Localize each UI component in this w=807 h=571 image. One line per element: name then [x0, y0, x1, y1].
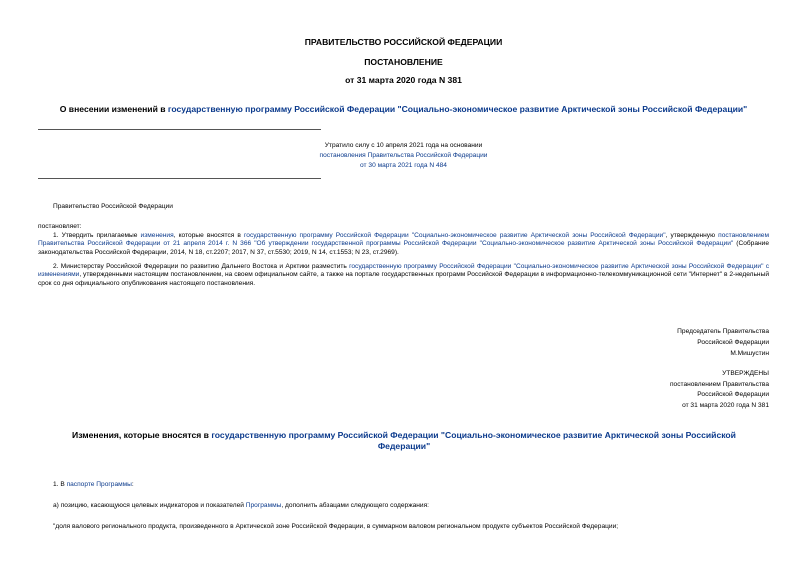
approved-block: [670, 369, 769, 411]
item-a-prefix: а) позицию, касающуюся целевых индикаторов и показателей: [53, 502, 246, 509]
approved-country: Российской Федерации: [697, 391, 769, 398]
signature-block: [677, 326, 769, 359]
program-passport-link[interactable]: паспорте Программы: [66, 481, 132, 488]
approved-by: постановлением Правительства: [669, 380, 769, 388]
government-name: ПРАВИТЕЛЬСТВО РОССИЙСКОЙ ФЕДЕРАЦИИ: [304, 37, 503, 47]
changes-title-prefix: Изменения, которые вносятся в: [72, 430, 212, 440]
paragraph-2: [38, 263, 769, 288]
status-note-line1: Утратило силу с 10 апреля 2021 года на основании: [324, 142, 483, 149]
changes-title-program-link[interactable]: государственную программу Российской Федерации "Социально-экономическое развитие Арктической зоны Российской Федерации": [211, 430, 736, 451]
p1-text2: , утвержденную: [665, 232, 719, 239]
status-note-link2[interactable]: [0, 162, 807, 170]
signature-position: Председатель Правительства: [677, 328, 769, 335]
body-decree: постановляет:: [38, 223, 82, 230]
decree-366-link[interactable]: постановлением Правительства Российской Федерации от 21 апреля 2014 г. N 366 "Об утверждении государственной программы Российской Федерации "Социально-экономическое развитие Арктической зоны Российской Федерации": [38, 232, 769, 248]
paragraph-1: [38, 232, 769, 257]
p1-num: 1. Утвердить прилагаемые: [53, 232, 141, 239]
signature-country: Российской Федерации: [697, 339, 769, 346]
document-date-number: от 31 марта 2020 года N 381: [345, 75, 462, 85]
change-item-a: [53, 502, 429, 510]
signature-name: М.Мишустин: [730, 350, 769, 357]
status-note-link1[interactable]: [0, 152, 807, 160]
p2-text2: , утвержденными настоящим постановлением, на своем официальном сайте, а также на портале государственных программ Российской Федерации в информационно-телекоммуникационной сети "Интернет" в 2-недельный срок со дня официального опубликования настоящего постановления.: [38, 271, 769, 287]
body-intro: Правительство Российской Федерации: [53, 203, 173, 210]
item1-suffix: :: [131, 481, 134, 488]
program-with-changes-link[interactable]: государственную программу Российской Федерации "Социально-экономическое развитие Арктической зоны Российской Федерации" с изменениями: [38, 263, 769, 279]
document-title: [0, 104, 807, 114]
program-indicators-link[interactable]: Программы: [245, 502, 282, 509]
p1-text3: (Собрание законодательства Российской Федерации, 2014, N 18, ст.2207; 2017, N 37, ст.5530; 2019, N 14, ст.1553; N 23, ст.2969).: [38, 240, 769, 256]
change-item-1: [53, 481, 134, 489]
repeal-decree-date-link[interactable]: от 30 марта 2021 года N 484: [360, 162, 447, 169]
separator-top: [38, 129, 321, 130]
p2-text1: 2. Министерству Российской Федерации по развитию Дальнего Востока и Арктики разместить: [53, 263, 350, 270]
approved-date: от 31 марта 2020 года N 381: [682, 401, 769, 409]
repeal-decree-link[interactable]: постановления Правительства Российской Федерации: [319, 152, 488, 159]
p1-text1: , которые вносятся в: [173, 232, 245, 239]
program-link[interactable]: государственную программу Российской Федерации "Социально-экономическое развитие Арктической зоны Российской Федерации": [244, 232, 666, 239]
changes-title: [52, 430, 756, 452]
separator-bottom: [38, 178, 321, 179]
change-quote: "доля валового регионального продукта, произведенного в Арктической зоне Российской Федерации, в суммарном валовом региональном продукте субъектов Российской Федерации;: [53, 523, 619, 530]
title-prefix: О внесении изменений в: [59, 104, 168, 114]
approved-label: УТВЕРЖДЕНЫ: [722, 370, 769, 377]
item1-prefix: 1. В: [53, 481, 67, 488]
item-a-suffix: , дополнить абзацами следующего содержания:: [281, 502, 430, 509]
document-type: ПОСТАНОВЛЕНИЕ: [364, 57, 443, 67]
title-program-link[interactable]: государственную программу Российской Федерации "Социально-экономическое развитие Арктической зоны Российской Федерации": [167, 104, 748, 114]
changes-link[interactable]: изменения: [140, 232, 174, 239]
